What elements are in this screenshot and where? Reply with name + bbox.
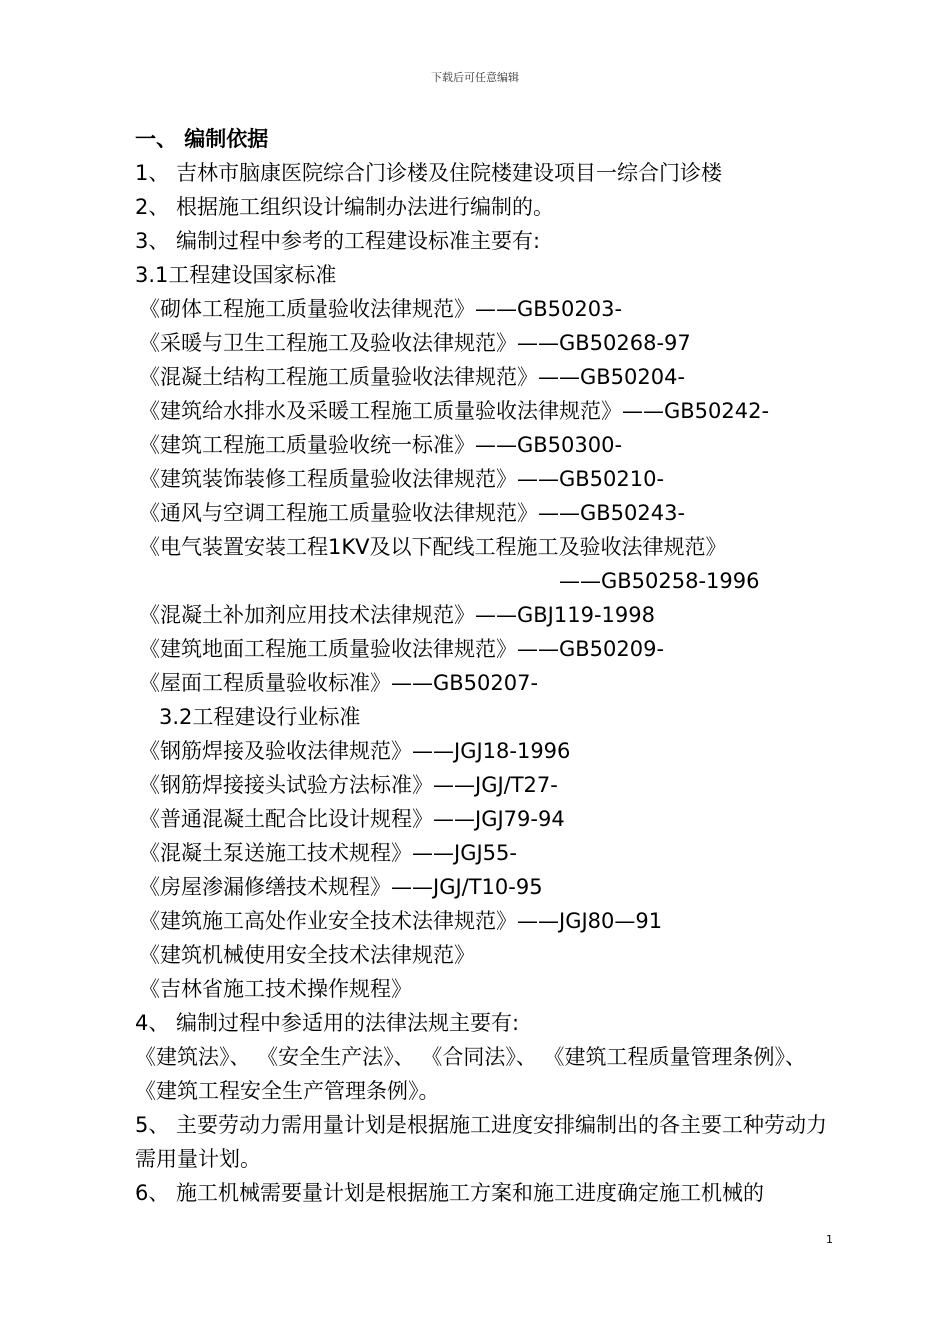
document-body [135, 122, 835, 1210]
national-standard-3: 《混凝土结构工程施工质量验收法律规范》——GB50204- [139, 365, 686, 389]
page-number: 1 [826, 1233, 833, 1246]
national-standard-9: 《混凝土补加剂应用技术法律规范》——GBJ119-1998 [139, 603, 655, 627]
item-4: 4、 编制过程中参适用的法律法规主要有: [135, 1011, 520, 1035]
industry-standard-1: 《钢筋焊接及验收法律规范》——JGJ18-1996 [139, 739, 571, 763]
industry-standard-5: 《房屋渗漏修缮技术规程》——JGJ/T10-95 [139, 875, 543, 899]
subsection-national-title: 3.1工程建设国家标准 [135, 263, 337, 287]
national-standard-6: 《建筑装饰装修工程质量验收法律规范》——GB50210- [139, 467, 665, 491]
item-3: 3、 编制过程中参考的工程建设标准主要有: [135, 229, 541, 253]
national-standard-1: 《砌体工程施工质量验收法律规范》——GB50203- [139, 297, 623, 321]
national-standard-7: 《通风与空调工程施工质量验收法律规范》——GB50243- [139, 501, 686, 525]
industry-standard-7: 《建筑机械使用安全技术法律规范》 [139, 943, 475, 967]
item-5-paragraph: 5、 主要劳动力需用量计划是根据施工进度安排编制出的各主要工种劳动力需用量计划。 [135, 1113, 828, 1171]
item-4-laws-paragraph: 《建筑法》、 《安全生产法》、 《合同法》、 《建筑工程质量管理条例》、 《建筑工程安全生产管理条例》。 [135, 1045, 807, 1103]
industry-standard-2: 《钢筋焊接接头试验方法标准》——JGJ/T27- [139, 773, 558, 797]
national-standard-8: 《电气装置安装工程1KV及以下配线工程施工及验收法律规范》 [139, 535, 727, 559]
national-standard-11: 《屋面工程质量验收标准》——GB50207- [139, 671, 539, 695]
national-standard-10: 《建筑地面工程施工质量验收法律规范》——GB50209- [139, 637, 665, 661]
item-6: 6、 施工机械需要量计划是根据施工方案和施工进度确定施工机械的 [135, 1181, 765, 1205]
national-standard-4: 《建筑给水排水及采暖工程施工质量验收法律规范》——GB50242- [139, 399, 770, 423]
national-standard-2: 《采暖与卫生工程施工及验收法律规范》——GB50268-97 [139, 331, 691, 355]
item-2: 2、 根据施工组织设计编制办法进行编制的。 [135, 195, 555, 219]
page-header: 下载后可任意编辑 [431, 71, 519, 84]
item-1: 1、 吉林市脑康医院综合门诊楼及住院楼建设项目一综合门诊楼 [135, 161, 723, 185]
industry-standard-6: 《建筑施工高处作业安全技术法律规范》——JGJ80—91 [139, 909, 663, 933]
section-heading: 一、 编制依据 [135, 127, 269, 151]
industry-standard-8: 《吉林省施工技术操作规程》 [139, 977, 412, 1001]
industry-standard-3: 《普通混凝土配合比设计规程》——JGJ79-94 [139, 807, 565, 831]
subsection-industry-title: 3.2工程建设行业标准 [159, 705, 361, 729]
industry-standard-4: 《混凝土泵送施工技术规程》——JGJ55- [139, 841, 517, 865]
national-standard-5: 《建筑工程施工质量验收统一标准》——GB50300- [139, 433, 623, 457]
national-standard-8-code: ——GB50258-1996 [559, 569, 760, 593]
